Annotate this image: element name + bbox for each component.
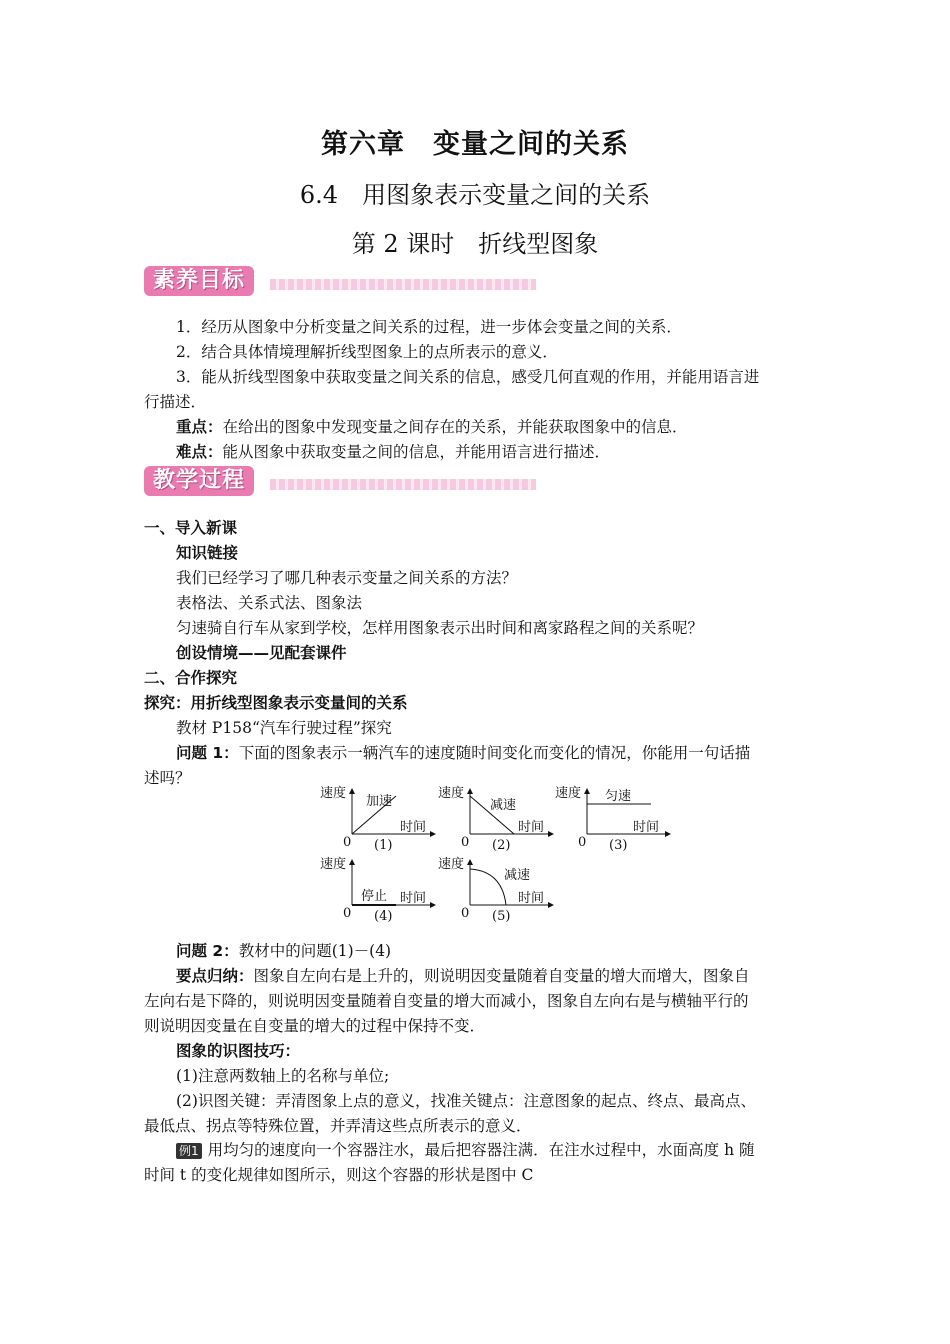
- question-2-label: 问题 2：: [176, 942, 239, 960]
- question-bike: 匀速骑自行车从家到学校，怎样用图象表示出时间和离家路程之间的关系呢？: [176, 619, 704, 637]
- summary-line-3: 则说明因变量在自变量的增大的过程中保持不变．: [144, 1017, 486, 1035]
- graph-2: [436, 782, 556, 854]
- graph-5-caption: (5): [492, 909, 511, 924]
- process-banner-strip: [270, 479, 536, 490]
- graph-3-y-arrow: [584, 788, 590, 794]
- graph-2-origin: 0: [461, 835, 470, 850]
- answer-methods: 表格法、关系式法、图象法: [176, 594, 363, 612]
- tip-1: (1)注意两数轴上的名称与单位;: [176, 1067, 390, 1085]
- graph-5-y-arrow: [467, 859, 473, 865]
- graph-4-origin: 0: [343, 906, 352, 921]
- graph-2-curve-label: 减速: [490, 798, 517, 813]
- graph-1-ylabel: 速度: [320, 786, 347, 801]
- graph-2-caption: (2): [492, 838, 511, 853]
- graph-1-xlabel: 时间: [400, 820, 427, 835]
- process-banner: [144, 466, 544, 498]
- example-1-text-1: 用均匀的速度向一个容器注水，最后把容器注满．在注水过程中，水面高度 h 随: [207, 1141, 755, 1159]
- example-1-line-1: [176, 1139, 754, 1161]
- graph-3: [553, 782, 673, 854]
- summary-text-1: 图象自左向右是上升的，则说明因变量随着自变量的增大而增大，图象自: [253, 967, 750, 985]
- graph-3-ylabel: 速度: [555, 786, 582, 801]
- graph-5-x-arrow: [548, 902, 554, 908]
- key-point-text: 在给出的图象中发现变量之间存在的关系，并能获取图象中的信息．: [222, 418, 688, 436]
- question-1-line-2: 述吗？: [144, 769, 191, 787]
- question-1-label: 问题 1：: [176, 744, 239, 762]
- section-1-heading: 一、导入新课: [144, 519, 238, 537]
- summary-line-1: [176, 965, 750, 987]
- key-point: [176, 416, 688, 438]
- section-title: 6.4 用图象表示变量之间的关系: [299, 181, 651, 209]
- process-banner-label: 教学过程: [144, 466, 254, 496]
- difficult-point: [176, 441, 610, 463]
- graph-4: [318, 853, 438, 925]
- goal-2: 2．结合具体情境理解折线型图象上的点所表示的意义．: [176, 343, 558, 361]
- summary-label: 要点归纳：: [176, 967, 254, 985]
- graph-4-y-arrow: [349, 859, 355, 865]
- example-badge: 例1: [176, 1143, 202, 1159]
- graph-1-curve-label: 加速: [366, 794, 393, 809]
- difficult-point-label: 难点：: [176, 443, 223, 461]
- graph-2-xlabel: 时间: [518, 820, 545, 835]
- graph-4-caption: (4): [374, 909, 393, 924]
- goal-3-line-1: 3．能从折线型图象中获取变量之间关系的信息，感受几何直观的作用，并能用语言进: [176, 368, 760, 386]
- graph-5-ylabel: 速度: [438, 857, 465, 872]
- question-2: [176, 940, 391, 962]
- question-1-line-1: [176, 742, 750, 764]
- scene-line: 创设情境——见配套课件: [176, 644, 347, 662]
- graph-5-curve: [470, 869, 506, 905]
- textbook-reference: 教材 P158“汽车行驶过程”探究: [176, 719, 392, 737]
- graph-1-y-arrow: [349, 788, 355, 794]
- graph-1: [318, 782, 438, 854]
- graph-3-curve-label: 匀速: [605, 789, 632, 804]
- graph-3-origin: 0: [578, 835, 587, 850]
- knowledge-link-heading: 知识链接: [176, 544, 239, 562]
- section-2-heading: 二、合作探究: [144, 669, 238, 687]
- graph-1-origin: 0: [343, 835, 352, 850]
- graph-3-xlabel: 时间: [633, 820, 660, 835]
- graph-3-caption: (3): [609, 838, 628, 853]
- tip-2-line-2: 最低点、拐点等特殊位置，并弄清这些点所表示的意义．: [144, 1117, 532, 1135]
- explore-heading: 探究：用折线型图象表示变量间的关系: [144, 694, 408, 712]
- graph-4-ylabel: 速度: [320, 857, 347, 872]
- graph-2-y-arrow: [467, 788, 473, 794]
- difficult-point-text: 能从图象中获取变量之间的信息，并能用语言进行描述．: [222, 443, 611, 461]
- graph-5-origin: 0: [461, 906, 470, 921]
- goals-banner-label: 素养目标: [144, 266, 254, 296]
- goal-3-line-2: 行描述．: [144, 393, 207, 411]
- tips-heading: 图象的识图技巧：: [176, 1042, 301, 1060]
- summary-line-2: 左向右是下降的，则说明因变量随着自变量的增大而减小，图象自左向右是与横轴平行的: [144, 992, 749, 1010]
- graph-5: [436, 853, 556, 925]
- graph-1-caption: (1): [374, 838, 393, 853]
- tip-2-line-1: (2)识图关键：弄清图象上点的意义，找准关键点：注意图象的起点、终点、最高点、: [176, 1092, 756, 1110]
- goals-banner-strip: [270, 279, 536, 290]
- chapter-title: 第六章 变量之间的关系: [321, 129, 629, 160]
- goals-banner: [144, 266, 544, 298]
- graph-2-ylabel: 速度: [438, 786, 465, 801]
- goal-1: 1．经历从图象中分析变量之间关系的过程，进一步体会变量之间的关系．: [176, 318, 682, 336]
- lesson-title: 第 2 课时 折线型图象: [351, 230, 599, 258]
- graph-3-x-arrow: [665, 831, 671, 837]
- key-point-label: 重点：: [176, 418, 223, 436]
- question-2-text: 教材中的问题(1)－(4): [238, 942, 392, 960]
- graph-4-curve-label: 停止: [361, 889, 388, 904]
- question-1-text: 下面的图象表示一辆汽车的速度随时间变化而变化的情况，你能用一句话描: [238, 744, 751, 762]
- example-1-line-2: 时间 t 的变化规律如图所示，则这个容器的形状是图中 C: [144, 1166, 534, 1184]
- graph-5-xlabel: 时间: [518, 891, 545, 906]
- graph-4-xlabel: 时间: [400, 891, 427, 906]
- graph-5-curve-label: 减速: [504, 868, 531, 883]
- question-methods: 我们已经学习了哪几种表示变量之间关系的方法？: [176, 569, 518, 587]
